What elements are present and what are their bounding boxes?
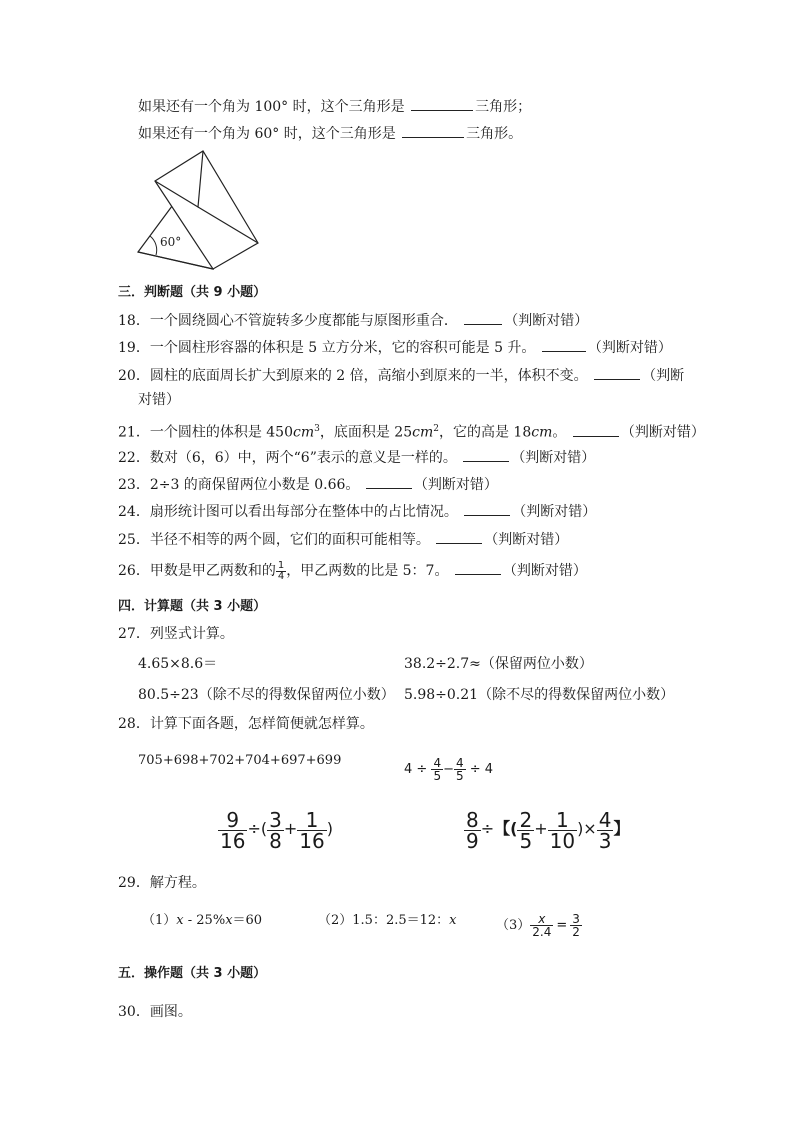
equation-1: （1）x - 25%x＝60 (142, 913, 263, 928)
answer-blank[interactable] (573, 422, 619, 437)
answer-blank[interactable] (455, 560, 501, 575)
fraction: $\frac{4}{3}$ (598, 807, 612, 853)
answer-blank[interactable] (542, 337, 586, 352)
expression-1: 705+698+702+704+697+699 (138, 753, 342, 768)
fraction: $\frac{3}{2}$ (572, 912, 580, 939)
answer-blank[interactable] (366, 474, 412, 489)
fraction: $\frac{x}{2.4}$ (532, 912, 552, 939)
fraction: $\frac{2}{5}$ (519, 807, 533, 853)
fraction: $\frac{9}{16}$ (220, 807, 246, 853)
answer-blank[interactable] (463, 447, 509, 462)
section-title-operation: 五．操作题（共 3 小题） (118, 966, 267, 981)
question-18: 18．一个圆绕圆心不管旋转多少度都能与原图形重合． （判断对错） (118, 310, 588, 330)
question-28: 28．计算下面各题，怎样简便就怎样算。 (118, 716, 374, 732)
equation-2: （2）1.5：2.5＝12：x (318, 913, 457, 928)
answer-blank[interactable] (411, 96, 473, 111)
question-25: 25．半径不相等的两个圆，它们的面积可能相等。 （判断对错） (118, 529, 568, 549)
question-19: 19．一个圆柱形容器的体积是 5 立方分米，它的容积可能是 5 升。 （判断对错） (118, 337, 672, 357)
angle-label: 60° (160, 235, 182, 249)
question-21: 21．一个圆柱的体积是 $450cm^3$，底面积是 $25cm^2$，它的高是 18cm。 （判断对错） (118, 420, 705, 442)
answer-blank[interactable] (436, 529, 482, 544)
fraction: $\frac{8}{9}$ (466, 807, 479, 853)
fraction-one-quarter: $\frac{1}{4}$ (277, 559, 285, 582)
question-line-60-degree: 如果还有一个角为 60° 时，这个三角形是 三角形。 (138, 123, 522, 143)
equation-3: （3） $\frac{x}{2.4}$ = $\frac{3}{2}$ (496, 912, 580, 939)
question-29: 29．解方程。 (118, 875, 206, 891)
answer-blank[interactable] (464, 501, 510, 516)
section-title-calculation: 四．计算题（共 3 小题） (118, 599, 267, 614)
question-23: 23．2÷3 的商保留两位小数是 0.66。 （判断对错） (118, 474, 498, 494)
expression-4: $\frac{8}{9}$ ÷【( $\frac{2}{5}$ + $\frac{1}{10}$ )× $\frac{4}{3}$ 】 (466, 807, 630, 853)
answer-blank[interactable] (464, 310, 502, 325)
section-title-judgement: 三．判断题（共 9 小题） (118, 285, 267, 300)
calc-item-1: 4.65×8.6＝ (138, 656, 218, 672)
question-22: 22．数对（6，6）中，两个“6”表示的意义是一样的。 （判断对错） (118, 447, 595, 467)
question-20-continued: 对错） (138, 392, 180, 408)
folded-triangle-figure (130, 145, 265, 275)
question-line-100-degree: 如果还有一个角为 100° 时，这个三角形是 三角形； (138, 96, 531, 116)
answer-blank[interactable] (402, 123, 464, 138)
question-30: 30．画图。 (118, 1004, 192, 1020)
calc-item-3: 80.5÷23（除不尽的得数保留两位小数） (138, 687, 395, 703)
fraction: $\frac{4}{5}$ (433, 756, 442, 783)
fraction: $\frac{4}{5}$ (455, 756, 464, 783)
question-26: 26．甲数是甲乙两数和的 $\frac{1}{4}$ ，甲乙两数的比是 5：7。 （判断对错） (118, 559, 587, 582)
fraction: $\frac{3}{8}$ (269, 807, 282, 853)
question-20: 20．圆柱的底面周长扩大到原来的 2 倍，高缩小到原来的一半，体积不变。 （判断 (118, 365, 684, 385)
answer-blank[interactable] (594, 365, 640, 380)
fraction: $\frac{1}{10}$ (549, 807, 576, 853)
calc-item-4: 5.98÷0.21（除不尽的得数保留两位小数） (404, 687, 675, 703)
question-24: 24．扇形统计图可以看出每部分在整体中的占比情况。 （判断对错） (118, 501, 596, 521)
fraction: $\frac{1}{16}$ (299, 807, 325, 853)
calc-item-2: 38.2÷2.7≈（保留两位小数） (404, 656, 593, 672)
question-27: 27．列竖式计算。 (118, 626, 234, 642)
expression-2: 4 ÷ $\frac{4}{5}$ − $\frac{4}{5}$ ÷ 4 (404, 756, 494, 783)
expression-3: $\frac{9}{16}$ ÷( $\frac{3}{8}$ + $\frac{1}{16}$ ) (220, 807, 333, 853)
